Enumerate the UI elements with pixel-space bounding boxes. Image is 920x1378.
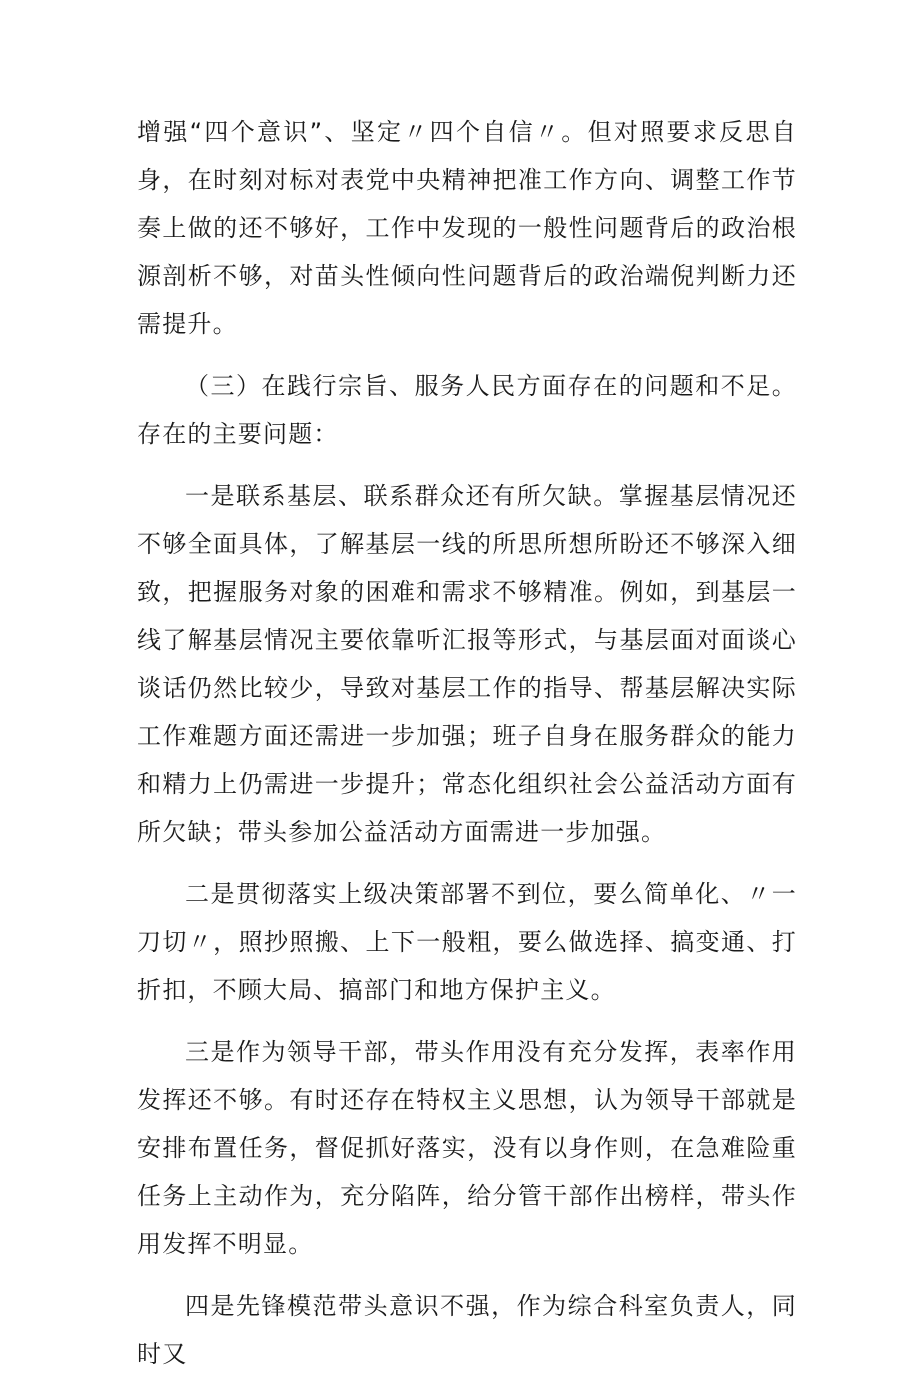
paragraph-point-three: 三是作为领导干部，带头作用没有充分发挥，表率作用发挥还不够。有时还存在特权主义思想，认为领导干部就是安排布置任务，督促抓好落实，没有以身作则，在急难险重任务上主动作为，充分陷阵，给分管干部作出榜样，带头作用发挥不明显。 xyxy=(137,1038,797,1258)
paragraph-point-four: 四是先锋模范带头意识不强，作为综合科室负责人，同时又 xyxy=(137,1292,797,1368)
paragraph-point-two: 二是贯彻落实上级决策部署不到位，要么简单化、〃一刀切〃，照抄照搬、上下一般粗，要么做选择、搞变通、打折扣，不顾大局、搞部门和地方保护主义。 xyxy=(137,880,797,1004)
paragraph-section-three-heading: （三）在践行宗旨、服务人民方面存在的问题和不足。存在的主要问题： xyxy=(137,372,797,448)
paragraph-continuation: 增强“四个意识”、坚定〃四个自信〃。但对照要求反思自身，在时刻对标对表党中央精神把准工作方向、调整工作节奏上做的还不够好，工作中发现的一般性问题背后的政治根源剖析不够，对苗头性倾向性问题背后的政治端倪判断力还需提升。 xyxy=(137,118,797,338)
paragraph-point-one: 一是联系基层、联系群众还有所欠缺。掌握基层情况还不够全面具体，了解基层一线的所思所想所盼还不够深入细致，把握服务对象的困难和需求不够精准。例如，到基层一线了解基层情况主要依靠听汇报等形式，与基层面对面谈心谈话仍然比较少，导致对基层工作的指导、帮基层解决实际工作难题方面还需进一步加强；班子自身在服务群众的能力和精力上仍需进一步提升；常态化组织社会公益活动方面有所欠缺；带头参加公益活动方面需进一步加强。 xyxy=(137,482,797,846)
document-body xyxy=(137,108,797,1378)
